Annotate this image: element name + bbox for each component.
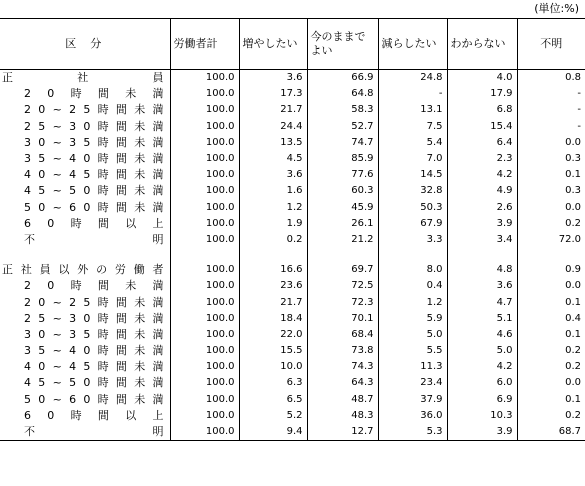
cell-value: 0.1: [517, 327, 585, 343]
section-total-row: [0, 262, 585, 278]
cell-value: 6.3: [239, 375, 307, 391]
cell-value: 48.7: [307, 392, 378, 408]
cell-value: 85.9: [307, 151, 378, 167]
cell-value: 17.3: [239, 86, 307, 102]
cell-value: 4.5: [239, 151, 307, 167]
cell-value: 100.0: [170, 408, 239, 424]
row-label: [0, 135, 170, 151]
cell-value: 5.0: [378, 327, 447, 343]
table-row: [0, 278, 585, 294]
row-label: [0, 216, 170, 232]
row-label-text: 6 0 時 間 以 上: [24, 216, 164, 230]
cell-value: 14.5: [378, 167, 447, 183]
cell-value: 0.2: [517, 408, 585, 424]
table-row: [0, 151, 585, 167]
row-label-text: 4 0 ~ 4 5 時 間 未 満: [24, 168, 164, 182]
row-label: [0, 294, 170, 310]
cell-value: 3.4: [447, 232, 517, 248]
cell-value: 4.2: [447, 359, 517, 375]
cell-value: 48.3: [307, 408, 378, 424]
row-label-text: 6 0 時 間 以 上: [24, 408, 164, 422]
cell-value: 5.2: [239, 408, 307, 424]
cell-value: 3.6: [447, 278, 517, 294]
spacer-cell: [239, 248, 307, 262]
cell-value: 15.5: [239, 343, 307, 359]
cell-value: 100.0: [170, 70, 239, 87]
table-row: [0, 424, 585, 441]
row-label-text: 5 0 ~ 6 0 時 間 未 満: [24, 392, 164, 406]
cell-value: 73.8: [307, 343, 378, 359]
cell-value: 60.3: [307, 183, 378, 199]
cell-value: 5.4: [378, 135, 447, 151]
table-row: [0, 232, 585, 248]
table-row: [0, 294, 585, 310]
row-label-text: 正 社 員: [2, 71, 164, 85]
row-label: [0, 408, 170, 424]
cell-value: 0.2: [517, 343, 585, 359]
row-label-text: 4 5 ~ 5 0 時 間 未 満: [24, 376, 164, 390]
cell-value: 58.3: [307, 102, 378, 118]
cell-value: 0.4: [517, 311, 585, 327]
cell-value: 24.4: [239, 119, 307, 135]
cell-value: 3.6: [239, 70, 307, 87]
row-label-text: 4 5 ~ 5 0 時 間 未 満: [24, 184, 164, 198]
spacer-cell: [170, 248, 239, 262]
row-label: [0, 262, 170, 278]
table-row: [0, 119, 585, 135]
cell-value: 5.5: [378, 343, 447, 359]
row-label-text: 不 明: [24, 232, 164, 246]
table-row: [0, 375, 585, 391]
cell-value: 0.1: [517, 294, 585, 310]
cell-value: 4.8: [447, 262, 517, 278]
table-body: [0, 70, 585, 441]
cell-value: 8.0: [378, 262, 447, 278]
cell-value: 18.4: [239, 311, 307, 327]
cell-value: 17.9: [447, 86, 517, 102]
cell-value: 1.6: [239, 183, 307, 199]
table-row: [0, 102, 585, 118]
cell-value: 100.0: [170, 294, 239, 310]
table-row: [0, 327, 585, 343]
header-want-decrease: 減らしたい: [378, 19, 447, 70]
cell-value: 0.8: [517, 70, 585, 87]
cell-value: 100.0: [170, 183, 239, 199]
row-label: [0, 424, 170, 441]
cell-value: 13.5: [239, 135, 307, 151]
cell-value: 5.3: [378, 424, 447, 441]
cell-value: 100.0: [170, 375, 239, 391]
cell-value: 100.0: [170, 424, 239, 441]
row-label: [0, 102, 170, 118]
cell-value: 0.0: [517, 200, 585, 216]
cell-value: 68.7: [517, 424, 585, 441]
cell-value: 100.0: [170, 392, 239, 408]
cell-value: 0.2: [517, 359, 585, 375]
cell-value: 100.0: [170, 216, 239, 232]
cell-value: 69.7: [307, 262, 378, 278]
cell-value: 21.2: [307, 232, 378, 248]
cell-value: 0.0: [517, 375, 585, 391]
cell-value: 100.0: [170, 232, 239, 248]
cell-value: 100.0: [170, 262, 239, 278]
row-label-text: 2 5 ~ 3 0 時 間 未 満: [24, 311, 164, 325]
row-label: [0, 343, 170, 359]
cell-value: 2.3: [447, 151, 517, 167]
row-label-text: 3 0 ~ 3 5 時 間 未 満: [24, 135, 164, 149]
cell-value: 1.9: [239, 216, 307, 232]
cell-value: 50.3: [378, 200, 447, 216]
spacer-cell: [307, 248, 378, 262]
spacer-cell: [517, 248, 585, 262]
row-label: [0, 70, 170, 87]
table-row: [0, 343, 585, 359]
table-row: [0, 135, 585, 151]
cell-value: 0.0: [517, 135, 585, 151]
cell-value: 7.0: [378, 151, 447, 167]
cell-value: 52.7: [307, 119, 378, 135]
cell-value: 15.4: [447, 119, 517, 135]
cell-value: 1.2: [378, 294, 447, 310]
spacer-cell: [447, 248, 517, 262]
cell-value: 12.7: [307, 424, 378, 441]
cell-value: 100.0: [170, 200, 239, 216]
cell-value: 21.7: [239, 294, 307, 310]
cell-value: 37.9: [378, 392, 447, 408]
cell-value: 36.0: [378, 408, 447, 424]
cell-value: 72.0: [517, 232, 585, 248]
header-dont-know: わからない: [447, 19, 517, 70]
cell-value: 100.0: [170, 86, 239, 102]
row-label: [0, 183, 170, 199]
row-label-text: 3 5 ~ 4 0 時 間 未 満: [24, 152, 164, 166]
cell-value: 23.6: [239, 278, 307, 294]
cell-value: 0.0: [517, 278, 585, 294]
header-want-increase: 増やしたい: [239, 19, 307, 70]
row-label: [0, 151, 170, 167]
row-label: [0, 327, 170, 343]
cell-value: 23.4: [378, 375, 447, 391]
row-label: [0, 119, 170, 135]
cell-value: 70.1: [307, 311, 378, 327]
row-label: [0, 359, 170, 375]
cell-value: 3.9: [447, 216, 517, 232]
row-label-text: 2 5 ~ 3 0 時 間 未 満: [24, 119, 164, 133]
cell-value: 100.0: [170, 327, 239, 343]
work-hours-table: [0, 18, 585, 441]
cell-value: 0.2: [517, 216, 585, 232]
cell-value: 6.8: [447, 102, 517, 118]
row-label-text: 3 0 ~ 3 5 時 間 未 満: [24, 327, 164, 341]
cell-value: 100.0: [170, 151, 239, 167]
row-label-text: 3 5 ~ 4 0 時 間 未 満: [24, 344, 164, 358]
section-total-row: [0, 70, 585, 87]
cell-value: 45.9: [307, 200, 378, 216]
cell-value: 3.6: [239, 167, 307, 183]
cell-value: 10.0: [239, 359, 307, 375]
row-label: [0, 232, 170, 248]
cell-value: 0.1: [517, 392, 585, 408]
cell-value: 4.9: [447, 183, 517, 199]
row-label: [0, 392, 170, 408]
table-row: [0, 408, 585, 424]
header-total-workers: 労働者計: [170, 19, 239, 70]
row-label: [0, 278, 170, 294]
cell-value: 0.4: [378, 278, 447, 294]
cell-value: 67.9: [378, 216, 447, 232]
cell-value: 77.6: [307, 167, 378, 183]
cell-value: 13.1: [378, 102, 447, 118]
cell-value: 10.3: [447, 408, 517, 424]
table-row: [0, 216, 585, 232]
cell-value: 64.8: [307, 86, 378, 102]
cell-value: 74.7: [307, 135, 378, 151]
header-category: 区分: [0, 19, 170, 70]
cell-value: 0.1: [517, 167, 585, 183]
row-label-text: 5 0 ~ 6 0 時 間 未 満: [24, 200, 164, 214]
header-row: [0, 19, 585, 70]
table-row: [0, 167, 585, 183]
cell-value: 26.1: [307, 216, 378, 232]
cell-value: 100.0: [170, 311, 239, 327]
cell-value: 68.4: [307, 327, 378, 343]
row-label: [0, 375, 170, 391]
cell-value: 66.9: [307, 70, 378, 87]
table-row: [0, 86, 585, 102]
cell-value: 100.0: [170, 359, 239, 375]
cell-value: 2.6: [447, 200, 517, 216]
cell-value: 5.9: [378, 311, 447, 327]
cell-value: 100.0: [170, 102, 239, 118]
cell-value: 1.2: [239, 200, 307, 216]
cell-value: 100.0: [170, 343, 239, 359]
row-label-text: 2 0 ~ 2 5 時 間 未 満: [24, 295, 164, 309]
spacer-cell: [0, 248, 170, 262]
cell-value: 72.5: [307, 278, 378, 294]
cell-value: 6.9: [447, 392, 517, 408]
table-row: [0, 311, 585, 327]
row-label: [0, 311, 170, 327]
cell-value: -: [517, 119, 585, 135]
cell-value: 72.3: [307, 294, 378, 310]
cell-value: 32.8: [378, 183, 447, 199]
cell-value: -: [378, 86, 447, 102]
cell-value: 64.3: [307, 375, 378, 391]
row-label: [0, 86, 170, 102]
table-row: [0, 183, 585, 199]
cell-value: 11.3: [378, 359, 447, 375]
cell-value: 16.6: [239, 262, 307, 278]
unit-label: (単位:%): [534, 2, 579, 15]
cell-value: 0.3: [517, 183, 585, 199]
cell-value: 3.9: [447, 424, 517, 441]
cell-value: 4.6: [447, 327, 517, 343]
row-label-text: 正 社 員 以 外 の 労 働 者: [2, 263, 164, 277]
cell-value: 0.3: [517, 151, 585, 167]
cell-value: 100.0: [170, 119, 239, 135]
row-label-text: 2 0 時 間 未 満: [24, 279, 164, 293]
cell-value: 74.3: [307, 359, 378, 375]
header-unknown: 不明: [517, 19, 585, 70]
cell-value: 6.0: [447, 375, 517, 391]
header-keep-current: 今のままでよい: [307, 19, 378, 70]
row-label: [0, 200, 170, 216]
cell-value: 100.0: [170, 278, 239, 294]
cell-value: 100.0: [170, 135, 239, 151]
cell-value: 0.2: [239, 232, 307, 248]
table-row: [0, 200, 585, 216]
row-label: [0, 167, 170, 183]
cell-value: 100.0: [170, 167, 239, 183]
cell-value: 6.5: [239, 392, 307, 408]
cell-value: 24.8: [378, 70, 447, 87]
cell-value: 6.4: [447, 135, 517, 151]
table-row: [0, 359, 585, 375]
row-label-text: 4 0 ~ 4 5 時 間 未 満: [24, 360, 164, 374]
row-label-text: 2 0 時 間 未 満: [24, 87, 164, 101]
table-row: [0, 392, 585, 408]
cell-value: -: [517, 86, 585, 102]
cell-value: 4.2: [447, 167, 517, 183]
spacer-cell: [378, 248, 447, 262]
cell-value: 21.7: [239, 102, 307, 118]
cell-value: 4.7: [447, 294, 517, 310]
cell-value: 7.5: [378, 119, 447, 135]
cell-value: 22.0: [239, 327, 307, 343]
cell-value: 3.3: [378, 232, 447, 248]
cell-value: 5.1: [447, 311, 517, 327]
cell-value: -: [517, 102, 585, 118]
cell-value: 0.9: [517, 262, 585, 278]
row-label-text: 2 0 ~ 2 5 時 間 未 満: [24, 103, 164, 117]
cell-value: 4.0: [447, 70, 517, 87]
cell-value: 5.0: [447, 343, 517, 359]
section-spacer: [0, 248, 585, 262]
row-label-text: 不 明: [24, 425, 164, 439]
cell-value: 9.4: [239, 424, 307, 441]
